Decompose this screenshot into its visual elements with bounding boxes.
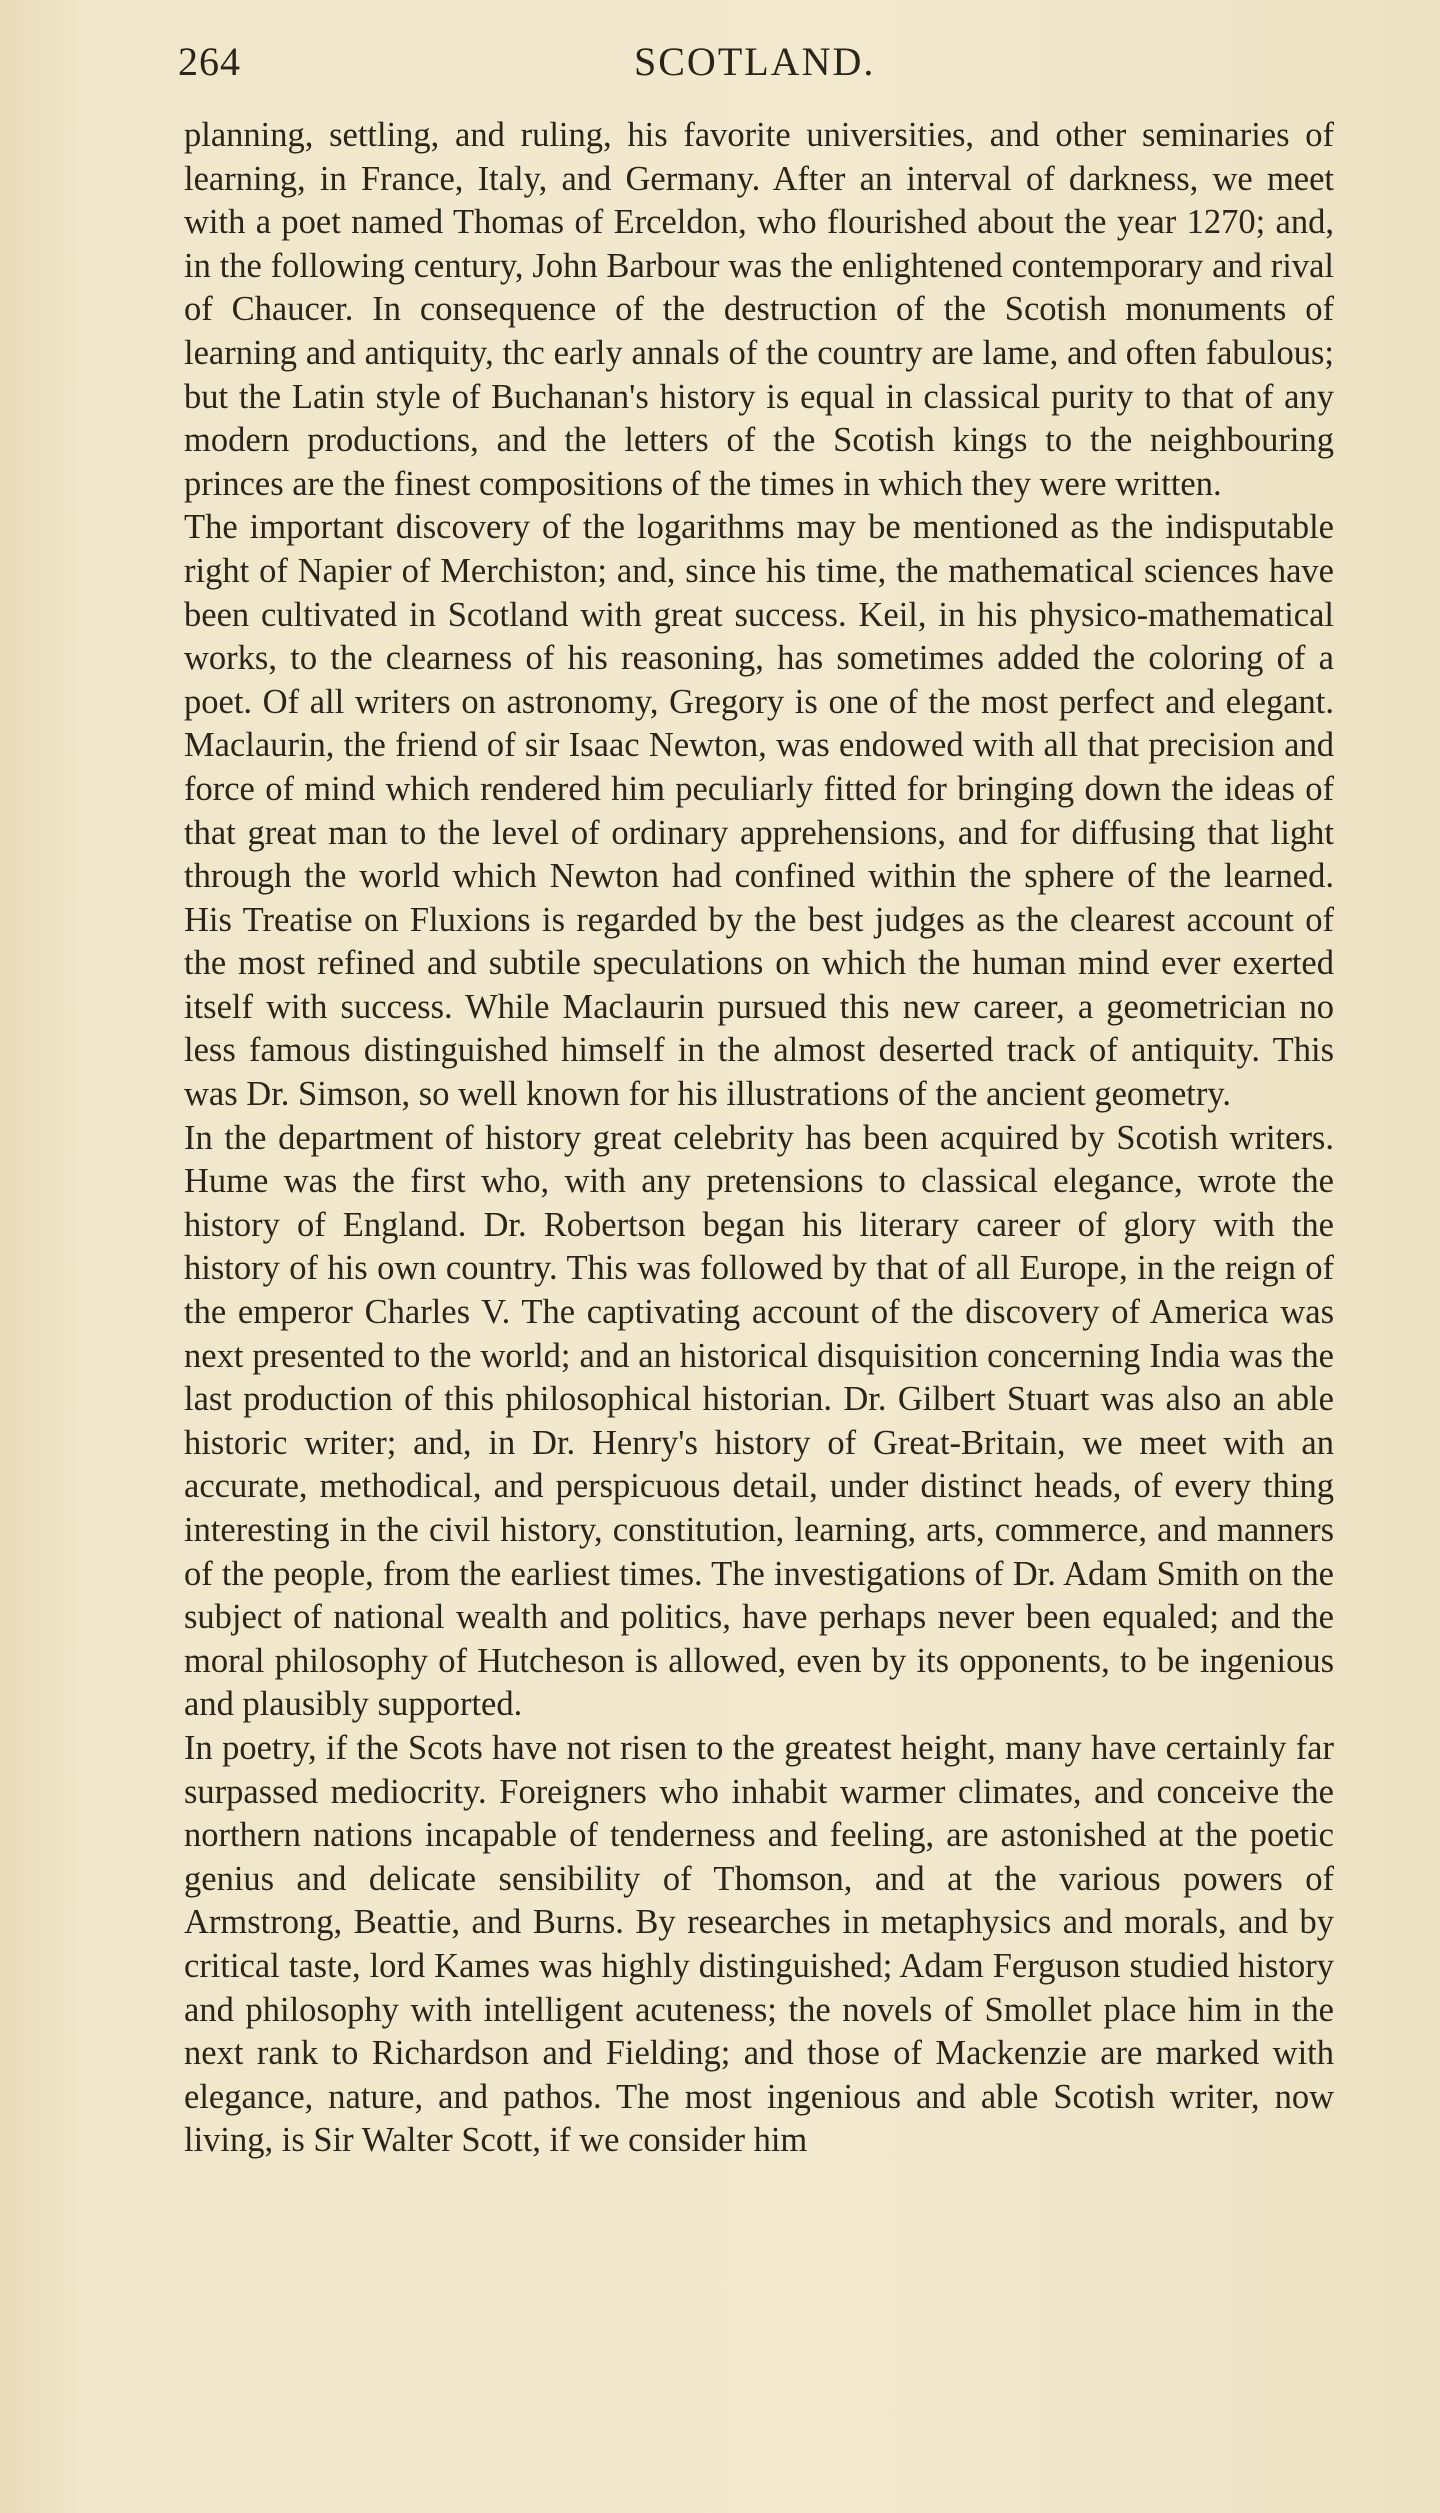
- page-number: 264: [178, 39, 241, 84]
- paragraph: planning, settling, and ruling, his favorite universities, and other seminaries of learning, in France, Italy, and Germany. After an interval of darkness, we meet with a poet named Thomas of Erceldon, who flourished about the year 1270; and, in the following century, John Barbour was the enlightened contemporary and rival of Chaucer. In consequence of the destruction of the Scotish monuments of learning and antiquity, thc early annals of the country are lame, and often fabulous; but the Latin style of Buchanan's history is equal in classical purity to that of any modern productions, and the letters of the Scotish kings to the neighbouring princes are the finest compositions of the times in which they were written.: [184, 116, 1334, 503]
- paragraph: The important discovery of the logarithms may be mentioned as the indisputable right of Napier of Merchiston; and, since his time, the mathematical sciences have been cultivated in Scotland with great success. Keil, in his physico-mathematical works, to the clearness of his reasoning, has sometimes added the coloring of a poet. Of all writers on astronomy, Gregory is one of the most perfect and elegant. Maclaurin, the friend of sir Isaac Newton, was endowed with all that precision and force of mind which rendered him peculiarly fitted for bringing down the ideas of that great man to the level of ordinary apprehensions, and for diffusing that light through the world which Newton had confined within the sphere of the learned. His Treatise on Fluxions is regarded by the best judges as the clearest account of the most refined and subtile speculations on which the human mind ever exerted itself with success. While Maclaurin pursued this new career, a geometrician no less famous distinguished himself in the almost deserted track of antiquity. This was Dr. Simson, so well known for his illustrations of the ancient geometry.: [184, 508, 1334, 1114]
- running-head: SCOTLAND.: [634, 39, 876, 84]
- body-text: [184, 114, 1334, 2163]
- page-header: [178, 38, 1330, 88]
- paragraph: In poetry, if the Scots have not risen to the greatest height, many have certainly far surpassed mediocrity. Foreigners who inhabit warmer climates, and conceive the northern nations incapable of tenderness and feeling, are astonished at the poetic genius and delicate sensibility of Thomson, and at the various powers of Armstrong, Beattie, and Burns. By researches in metaphysics and morals, and by critical taste, lord Kames was highly distinguished; Adam Ferguson studied history and philosophy with intelligent acuteness; the novels of Smollet place him in the next rank to Richardson and Fielding; and those of Mackenzie are marked with elegance, nature, and pathos. The most ingenious and able Scotish writer, now living, is Sir Walter Scott, if we consider him: [184, 1728, 1334, 2160]
- paragraph: In the department of history great celebrity has been acquired by Scotish writers. Hume was the first who, with any pretensions to classical elegance, wrote the history of England. Dr. Robertson began his literary career of glory with the history of his own country. This was followed by that of all Europe, in the reign of the emperor Charles V. The captivating account of the discovery of America was next presented to the world; and an historical disquisition concerning India was the last production of this philosophical historian. Dr. Gilbert Stuart was also an able historic writer; and, in Dr. Henry's history of Great-Britain, we meet with an accurate, methodical, and perspicuous detail, under distinct heads, of every thing interesting in the civil history, constitution, learning, arts, commerce, and manners of the people, from the earliest times. The investigations of Dr. Adam Smith on the subject of national wealth and politics, have perhaps never been equaled; and the moral philosophy of Hutcheson is allowed, even by its opponents, to be ingenious and plausibly supported.: [184, 1118, 1334, 1724]
